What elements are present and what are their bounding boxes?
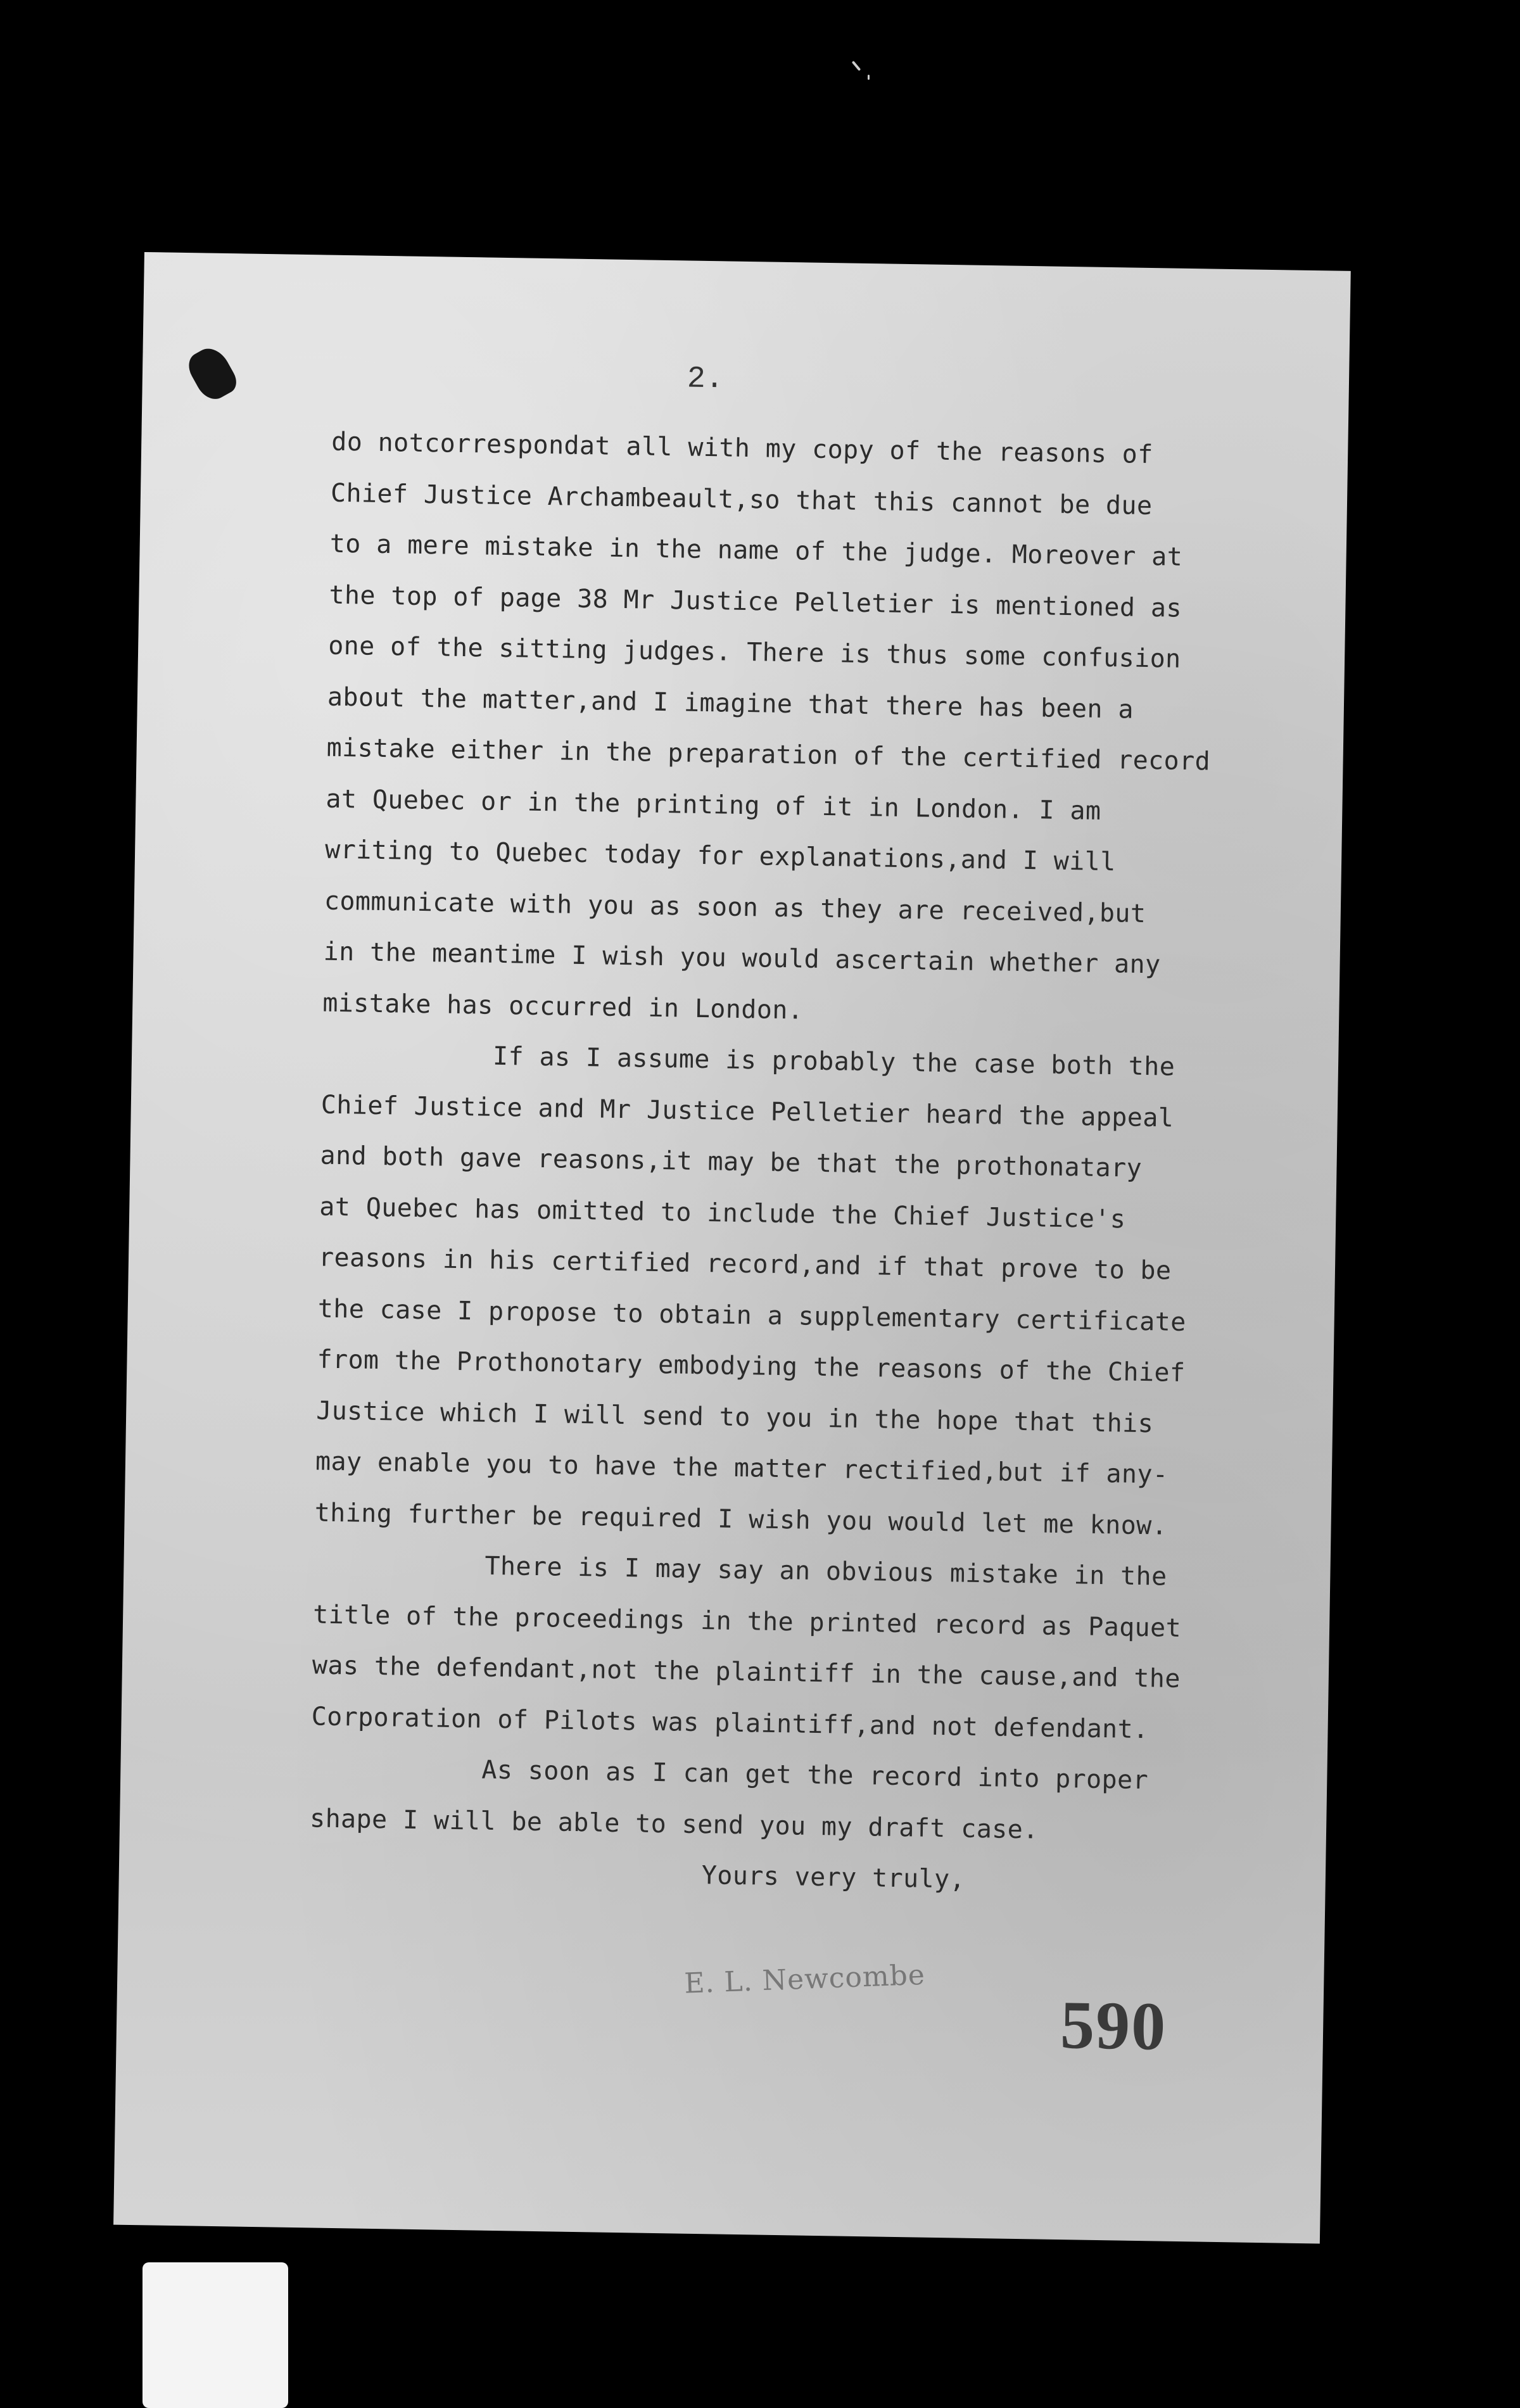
body-line: If as I assume is probably the case both the xyxy=(492,1041,1175,1082)
letter-page xyxy=(113,252,1351,2244)
body-line: and both gave reasons,it may be that the prothonatary xyxy=(320,1141,1143,1183)
body-line: Chief Justice Archambeault,so that this cannot be due xyxy=(330,478,1153,521)
closing-line: Yours very truly, xyxy=(701,1861,966,1894)
body-line: writing to Quebec today for explanations,and I will xyxy=(324,835,1117,877)
body-line: the top of page 38 Mr Justice Pelletier is mentioned as xyxy=(329,580,1182,623)
body-line: reasons in his certified record,and if that prove to be xyxy=(318,1243,1172,1286)
body-line: was the defendant,not the plaintiff in the cause,and the xyxy=(312,1651,1181,1694)
body-line: title of the proceedings in the printed record as Paquet xyxy=(312,1599,1182,1643)
ink-smudge xyxy=(183,342,241,405)
body-line: Chief Justice and Mr Justice Pelletier heard the appeal xyxy=(320,1090,1174,1133)
body-line: the case I propose to obtain a supplementary certificate xyxy=(317,1294,1187,1337)
dust-speck xyxy=(868,75,870,80)
body-line: one of the sitting judges. There is thus some confusion xyxy=(327,631,1181,674)
body-line: from the Prothonotary embodying the reasons of the Chief xyxy=(317,1345,1186,1388)
body-line: mistake either in the preparation of the certified record xyxy=(326,733,1211,776)
page-number: 2. xyxy=(687,362,724,397)
body-line: Corporation of Pilots was plaintiff,and not defendant. xyxy=(311,1701,1149,1744)
body-line: As soon as I can get the record into proper xyxy=(481,1755,1149,1796)
body-line: do notcorrespondat all with my copy of the reasons of xyxy=(331,427,1154,470)
white-tab xyxy=(142,2262,288,2408)
body-line: about the matter,and I imagine that there has been a xyxy=(327,682,1134,725)
body-line: There is I may say an obvious mistake in the xyxy=(484,1551,1167,1592)
body-line: to a mere mistake in the name of the judge. Moreover at xyxy=(329,529,1183,572)
signature-stamp: E. L. Newcombe xyxy=(683,1958,926,2000)
body-line: Justice which I will send to you in the hope that this xyxy=(315,1395,1154,1438)
folio-number: 590 xyxy=(1060,1987,1168,2065)
body-line: may enable you to have the matter rectified,but if any- xyxy=(315,1447,1168,1490)
body-line: mistake has occurred in London. xyxy=(322,988,804,1025)
body-line: at Quebec has omitted to include the Chief Justice's xyxy=(319,1192,1126,1234)
letter-body xyxy=(308,417,1345,1911)
body-line: shape I will be able to send you my draft case. xyxy=(309,1803,1039,1844)
body-line: communicate with you as soon as they are received,but xyxy=(324,886,1146,928)
body-line: in the meantime I wish you would ascertain whether any xyxy=(323,937,1161,980)
dust-speck xyxy=(852,61,861,71)
body-line: at Quebec or in the printing of it in London. I am xyxy=(326,784,1101,826)
body-line: thing further be required I wish you would let me know. xyxy=(314,1497,1168,1541)
